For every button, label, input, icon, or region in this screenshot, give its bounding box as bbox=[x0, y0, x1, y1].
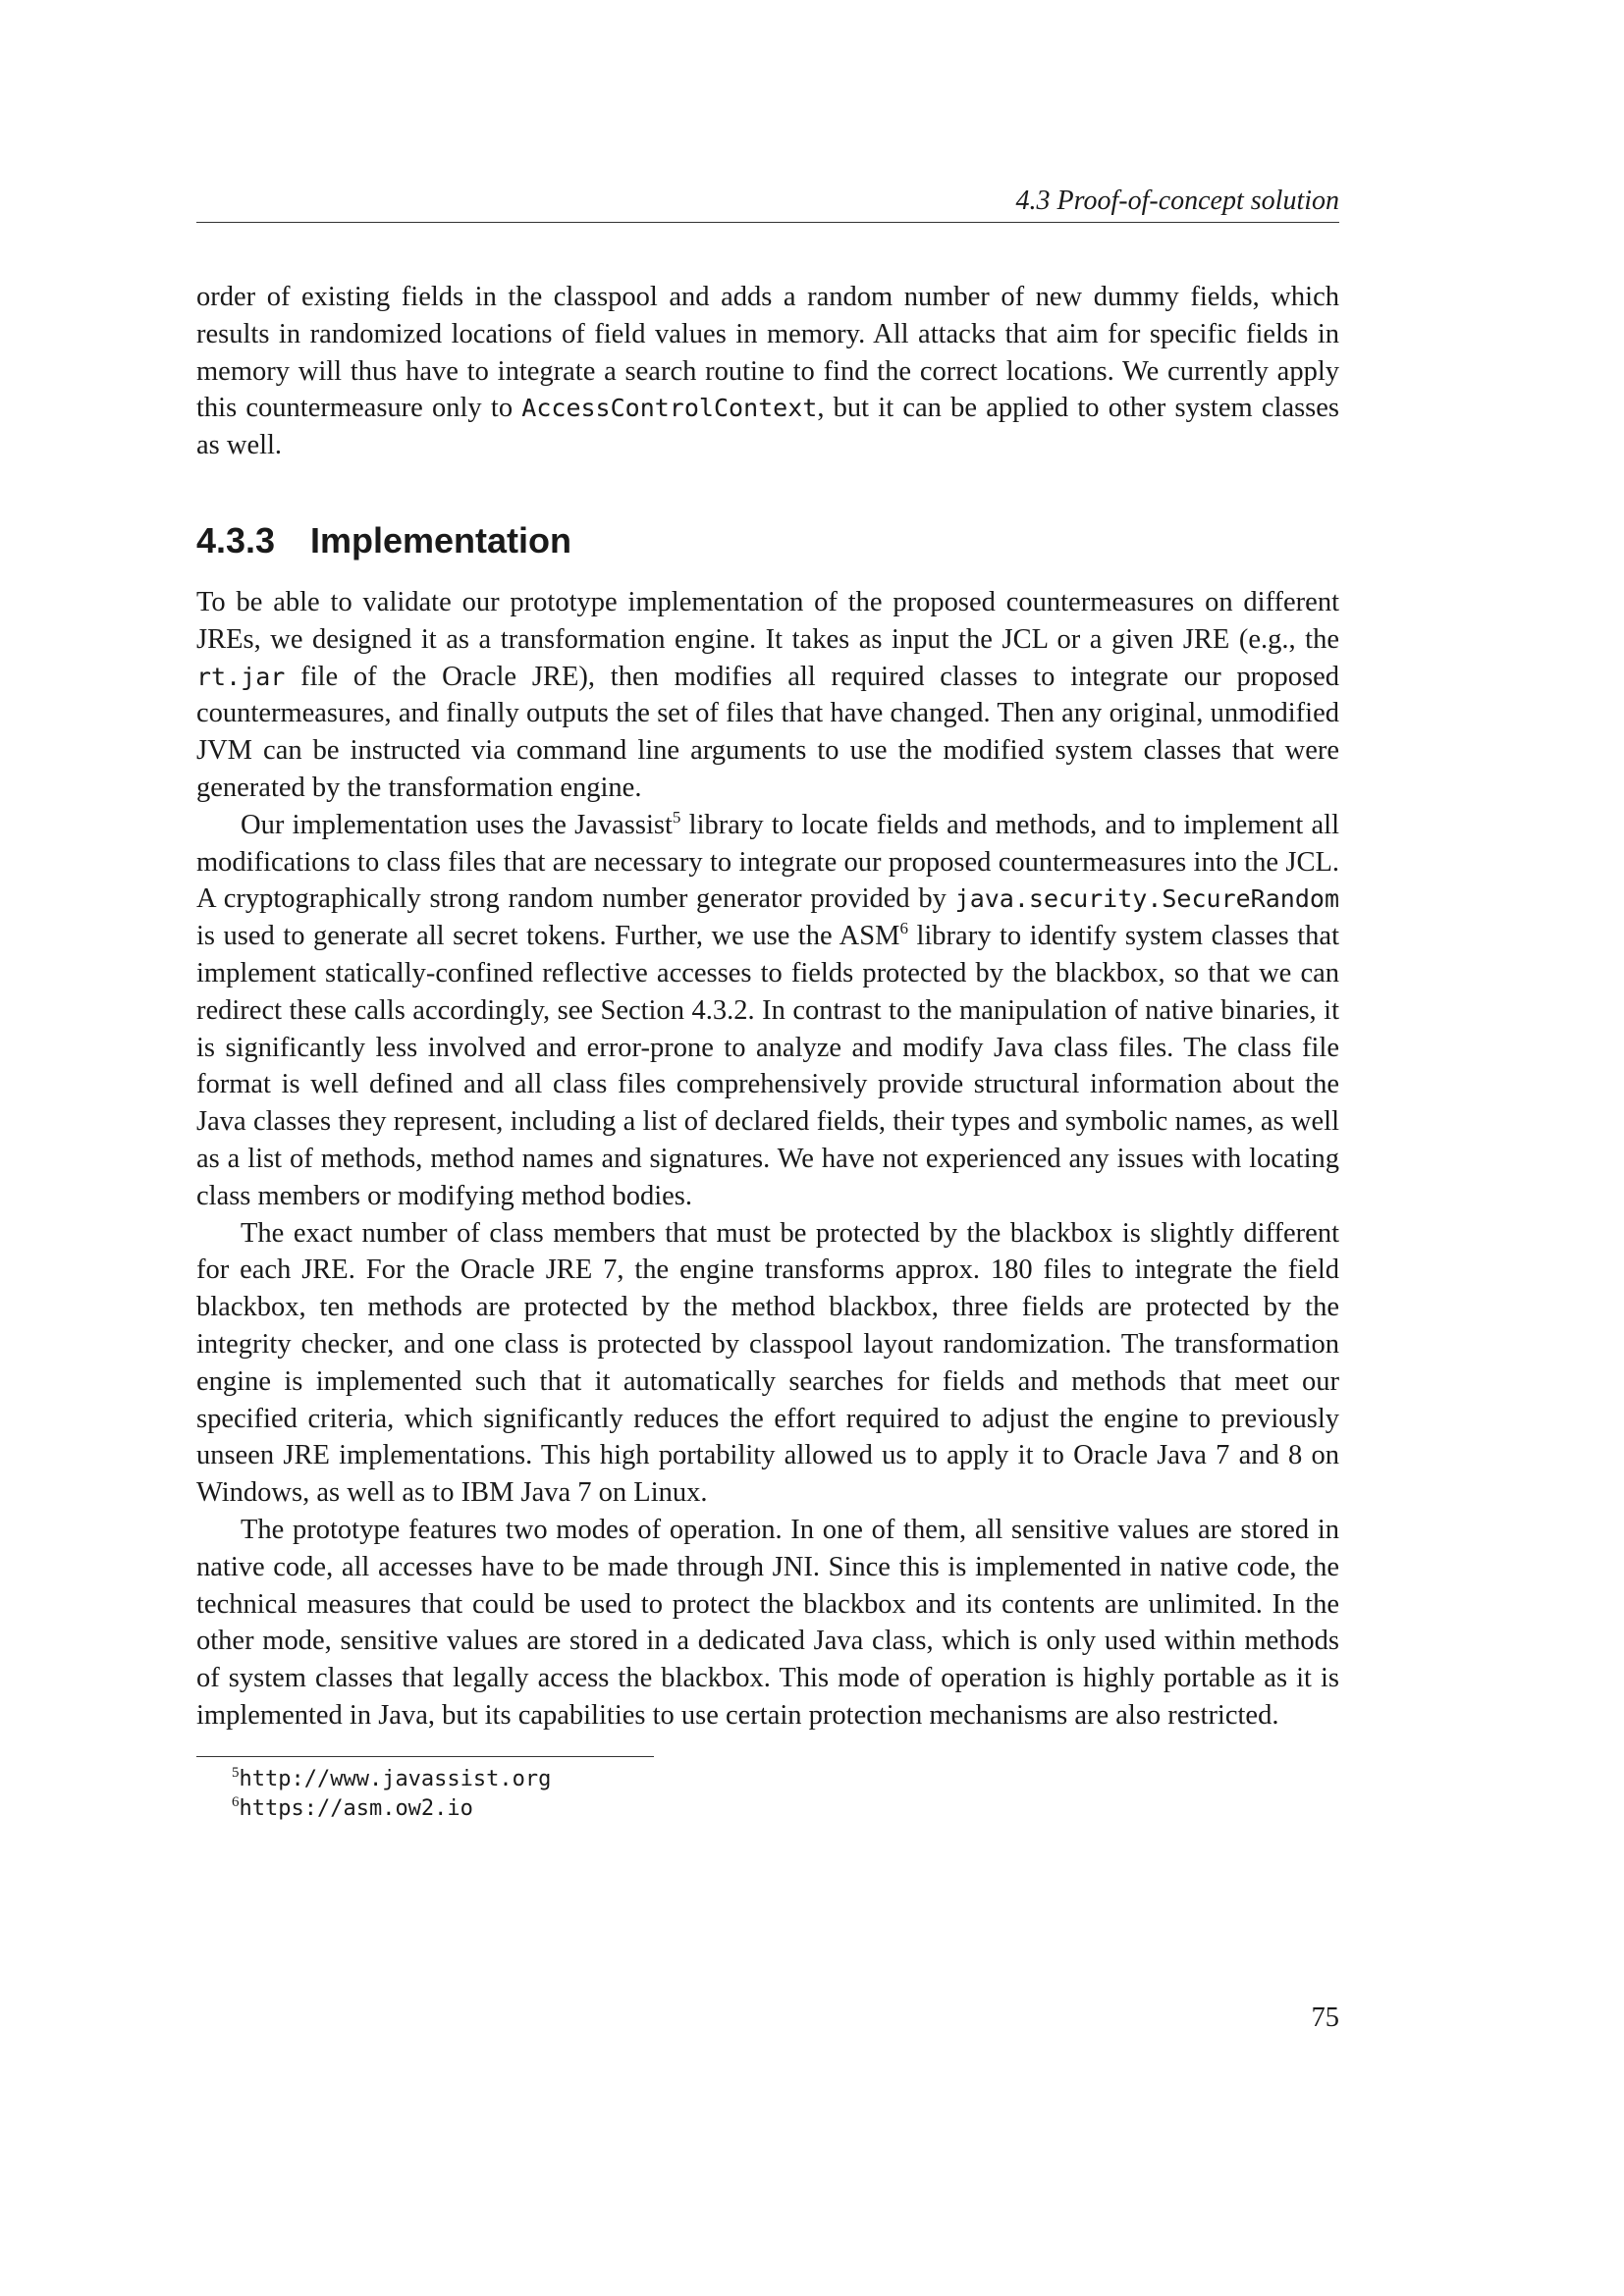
page-number: 75 bbox=[1311, 2002, 1339, 2033]
inline-code: AccessControlContext bbox=[521, 394, 818, 423]
paragraph-1 bbox=[196, 584, 1339, 807]
text-run: library to locate fields and methods, and to implement all modifications to class files that are necessary to integrate our proposed countermeasures into the JCL. A cryptographically strong random number generator provided by bbox=[196, 809, 1339, 915]
text-run: The exact number of class members that must be protected by the blackbox is slightly different for each JRE. For the Oracle JRE 7, the engine transforms approx. 180 files to integrate the field blackbox, ten methods are protected by the method blackbox, three fields are protected by the integrity checker, and one class is protected by classpool layout randomization. The transformation engine is implemented such that it automatically searches for fields and methods that meet our specified criteria, which significantly reduces the effort required to adjust the engine to previously unseen JRE implementations. This high portability allowed us to apply it to Oracle Java 7 and 8 on Windows, as well as to IBM Java 7 on Linux. bbox=[196, 1217, 1339, 1509]
text-run: The prototype features two modes of operation. In one of them, all sensitive values are stored in native code, all accesses have to be made through JNI. Since this is implemented in native code, the technical measures that could be used to protect the blackbox and its contents are unlimited. In the other mode, sensitive values are stored in a dedicated Java class, which is only used within methods of system classes that legally access the blackbox. This mode of operation is highly portable as it is implemented in Java, but its capabilities to use certain protection mechanisms are also restricted. bbox=[196, 1514, 1339, 1731]
page-body bbox=[196, 279, 1339, 1824]
section-number: 4.3.3 bbox=[196, 519, 276, 561]
footnote-url: http://www.javassist.org bbox=[239, 1766, 552, 1791]
footnote-mark: 6 bbox=[899, 919, 908, 938]
text-run: Our implementation uses the Javassist bbox=[241, 809, 673, 840]
footnote-rule bbox=[196, 1756, 654, 1757]
section-title: Implementation bbox=[310, 519, 572, 561]
text-run: is used to generate all secret tokens. Further, we use the ASM bbox=[196, 921, 900, 952]
running-title: 4.3 Proof-of-concept solution bbox=[1015, 186, 1339, 216]
footnote-mark: 5 bbox=[672, 807, 681, 827]
footnote-number: 5 bbox=[232, 1764, 240, 1781]
section-heading bbox=[196, 519, 1339, 562]
footnote-url: https://asm.ow2.io bbox=[239, 1795, 473, 1821]
footnote-6 bbox=[232, 1794, 1339, 1824]
text-run: , but it can be applied to other system classes as well. bbox=[196, 393, 1340, 461]
footnote-5 bbox=[232, 1765, 1339, 1794]
paragraph-4 bbox=[196, 1512, 1339, 1735]
running-header bbox=[196, 183, 1339, 223]
text-run: order of existing fields in the classpool and adds a random number of new dummy fields, which results in randomized locations of field values in memory. All attacks that aim for specific fields in memory will thus have to integrate a search routine to find the correct locations. We currently apply this countermeasure only to bbox=[196, 282, 1339, 424]
inline-code: java.security.SecureRandom bbox=[954, 884, 1339, 914]
text-run: To be able to validate our prototype implementation of the proposed countermeasures on different JREs, we designed it as a transformation engine. It takes as input the JCL or a given JRE (e.g., the bbox=[196, 586, 1339, 655]
paragraph-2 bbox=[196, 807, 1339, 1215]
text-run: library to identify system classes that implement statically-confined reflective accesses to fields protected by the blackbox, so that we can redirect these calls accordingly, see Section 4.3.2. In contrast to the manipulation of native binaries, it is significantly less involved and error-prone to analyze and modify Java class files. The class file format is well defined and all class files comprehensively provide structural information about the Java classes they represent, including a list of declared fields, their types and symbolic names, as well as a list of methods, method names and signatures. We have not experienced any issues with locating class members or modifying method bodies. bbox=[196, 921, 1339, 1211]
inline-code: rt.jar bbox=[196, 662, 286, 691]
paragraph-3 bbox=[196, 1215, 1339, 1512]
paragraph-intro bbox=[196, 279, 1339, 464]
text-run: file of the Oracle JRE), then modifies all required classes to integrate our proposed countermeasures, and finally outputs the set of files that have changed. Then any original, unmodified JVM can be instructed via command line arguments to use the modified system classes that were generated by the transformation engine. bbox=[196, 661, 1339, 803]
footnote-number: 6 bbox=[232, 1793, 240, 1810]
